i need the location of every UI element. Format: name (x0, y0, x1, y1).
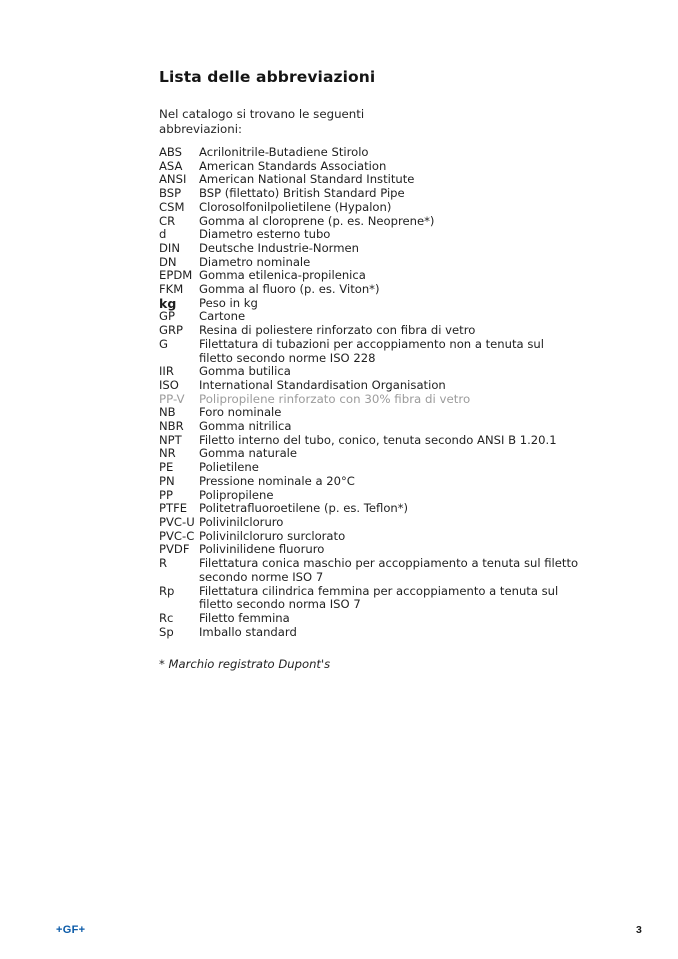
abbr-desc: Deutsche Industrie-Normen (199, 240, 360, 255)
abbr-desc: Gomma etilenica-propilenica (199, 268, 366, 283)
abbr-row-g (159, 338, 579, 365)
abbr-row-abs (159, 146, 579, 160)
abbr-code: NR (159, 446, 176, 461)
abbr-desc: Polipropilene rinforzato con 30% fibra di vetro (199, 391, 471, 406)
abbr-row-pn (159, 475, 579, 489)
abbr-desc: Gomma al fluoro (p. es. Viton*) (199, 282, 380, 297)
abbr-row-npt (159, 434, 579, 448)
abbr-row-pvdf (159, 543, 579, 557)
abbr-code: CSM (159, 199, 185, 214)
abbr-desc: BSP (filettato) British Standard Pipe (199, 186, 405, 201)
abbr-row-kg (159, 297, 579, 311)
abbr-code: NPT (159, 432, 182, 447)
abbr-desc: Cartone (199, 309, 246, 324)
abbr-row-ptfe (159, 502, 579, 516)
abbr-desc: Resina di poliestere rinforzato con fibra di vetro (199, 323, 476, 338)
abbr-code: DN (159, 254, 177, 269)
abbr-code: GP (159, 309, 175, 324)
abbr-row-sp (159, 626, 579, 640)
abbr-row-pvc-c (159, 530, 579, 544)
abbr-row-pp (159, 489, 579, 503)
abbr-row-pvc-u (159, 516, 579, 530)
abbr-desc: Polivinilcloruro surclorato (199, 528, 346, 543)
abbr-code: IIR (159, 364, 174, 379)
abbr-row-dn (159, 256, 579, 270)
abbr-row-iso (159, 379, 579, 393)
abbr-code: NBR (159, 419, 184, 434)
abbr-code: PP-V (159, 391, 185, 406)
abbr-desc: Filettatura cilindrica femmina per accoppiamento a tenuta sul filetto secondo norma ISO 7 (199, 583, 559, 612)
abbr-code: PVDF (159, 542, 190, 557)
abbr-row-iir (159, 365, 579, 379)
abbr-row-pe (159, 461, 579, 475)
abbr-desc: Polivinilidene fluoruro (199, 542, 325, 557)
abbr-code: EPDM (159, 268, 193, 283)
abbr-desc: Gomma nitrilica (199, 419, 292, 434)
abbr-desc: Imballo standard (199, 624, 297, 639)
abbr-desc: American Standards Association (199, 158, 387, 173)
abbr-row-fkm (159, 283, 579, 297)
abbr-code: Rc (159, 610, 174, 625)
abbr-code: PE (159, 460, 174, 475)
page-title: Lista delle abbreviazioni (159, 68, 376, 86)
abbr-desc: Filetto interno del tubo, conico, tenuta secondo ANSI B 1.20.1 (199, 432, 557, 447)
abbr-row-ansi (159, 173, 579, 187)
abbr-desc: Filettatura di tubazioni per accoppiamento non a tenuta sul filetto secondo norme ISO 228 (199, 336, 544, 365)
abbr-row-nbr (159, 420, 579, 434)
abbr-code: DIN (159, 240, 181, 255)
abbr-row-rp (159, 585, 579, 612)
abbr-row-cr (159, 215, 579, 229)
abbr-desc: International Standardisation Organisation (199, 377, 446, 392)
abbr-row-d (159, 228, 579, 242)
abbr-desc: American National Standard Institute (199, 172, 415, 187)
intro-text: Nel catalogo si trovano le seguenti abbreviazioni: (159, 107, 365, 136)
abbr-desc: Gomma naturale (199, 446, 298, 461)
abbr-code: BSP (159, 186, 182, 201)
abbr-code: PVC-U (159, 514, 195, 529)
abbr-row-nb (159, 406, 579, 420)
abbr-code: GRP (159, 323, 184, 338)
abbreviation-list (159, 146, 579, 639)
abbr-code: PN (159, 473, 175, 488)
abbr-desc: Gomma butilica (199, 364, 291, 379)
abbr-code: Rp (159, 583, 175, 598)
abbr-row-epdm (159, 269, 579, 283)
abbr-row-r (159, 557, 579, 584)
abbr-code: R (159, 556, 168, 571)
abbr-desc: Pressione nominale a 20°C (199, 473, 355, 488)
abbr-code: NB (159, 405, 176, 420)
page-number: 3 (636, 924, 642, 936)
abbr-row-csm (159, 201, 579, 215)
abbr-desc: Clorosolfonilpolietilene (Hypalon) (199, 199, 392, 214)
abbr-desc: Polivinilcloruro (199, 514, 284, 529)
abbr-desc: Diametro esterno tubo (199, 227, 331, 242)
abbr-code: ASA (159, 158, 183, 173)
abbr-desc: Diametro nominale (199, 254, 311, 269)
abbr-desc: Filetto femmina (199, 610, 290, 625)
abbr-row-asa (159, 160, 579, 174)
gf-logo: +GF+ (56, 924, 86, 936)
abbr-row-pp-v (159, 393, 579, 407)
trademark-footnote: * Marchio registrato Dupont's (159, 657, 331, 671)
abbr-code: kg (159, 295, 177, 311)
abbr-row-grp (159, 324, 579, 338)
abbr-code: d (159, 227, 167, 242)
abbr-code: Sp (159, 624, 174, 639)
abbr-row-rc (159, 612, 579, 626)
abbr-code: G (159, 336, 168, 351)
abbr-desc: Polipropilene (199, 487, 274, 502)
abbr-code: CR (159, 213, 176, 228)
abbr-desc: Politetrafluoroetilene (p. es. Teflon*) (199, 501, 409, 516)
abbr-code: PTFE (159, 501, 188, 516)
abbr-code: PVC-C (159, 528, 195, 543)
abbr-code: ABS (159, 145, 183, 159)
abbr-code: PP (159, 487, 173, 502)
abbr-desc: Foro nominale (199, 405, 282, 420)
abbr-row-din (159, 242, 579, 256)
abbr-code: FKM (159, 282, 184, 297)
abbr-desc: Acrilonitrile-Butadiene Stirolo (199, 145, 369, 159)
abbr-code: ANSI (159, 172, 187, 187)
abbr-desc: Peso in kg (199, 295, 258, 310)
abbr-row-bsp (159, 187, 579, 201)
abbr-desc: Filettatura conica maschio per accoppiamento a tenuta sul filetto secondo norme ISO 7 (199, 556, 579, 584)
abbr-row-gp (159, 310, 579, 324)
abbr-row-nr (159, 447, 579, 461)
abbr-code: ISO (159, 377, 179, 392)
abbr-desc: Polietilene (199, 460, 259, 475)
abbr-desc: Gomma al cloroprene (p. es. Neoprene*) (199, 213, 435, 228)
